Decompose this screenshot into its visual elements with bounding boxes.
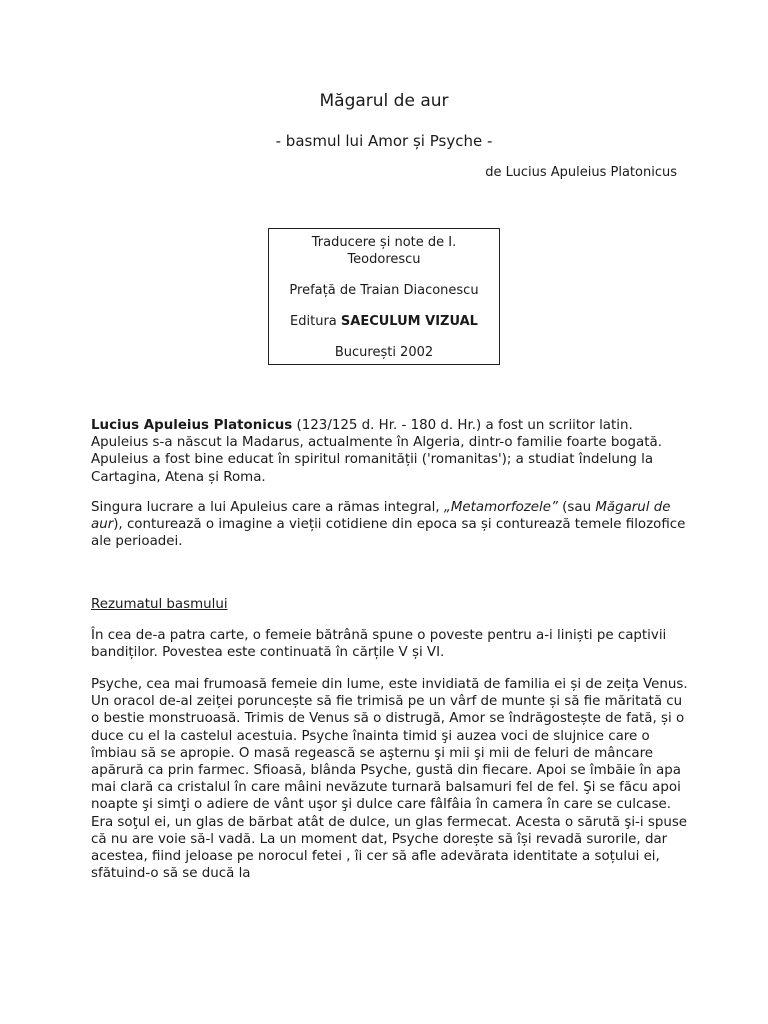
work-desc-text-b: (sau [557,500,596,515]
publication-info-box [268,228,500,365]
place-year: București 2002 [334,345,434,360]
document-author: de Lucius Apuleius Platonicus [485,165,677,180]
translation-credit: Traducere și note de I. Teodorescu [311,235,457,267]
work-desc-text-a: Singura lucrare a lui Apuleius care a rămas integral, [91,500,444,515]
document-subtitle: - basmul lui Amor și Psyche - [275,132,493,150]
work-desc-text-c: ), conturează o imagine a vieții cotidiene din epoca sa și conturează temele filozofice ale perioadei. [91,517,686,550]
summary-paragraph-1: În cea de-a patra carte, o femeie bătrână spune o poveste pentru a-i liniști pe captivii bandiților. Povestea este continuată în cărțile V și VI. [91,628,667,661]
work-alt-title: Măgarul de aur [91,500,671,533]
publisher-name: SAECULUM VIZUAL [340,314,478,329]
work-description-paragraph [91,499,691,551]
author-bio-paragraph [91,417,691,486]
preface-credit: Prefață de Traian Diaconescu [289,283,479,298]
summary-heading: Rezumatul basmului [91,597,228,612]
publisher-prefix: Editura [290,314,341,329]
work-title: „Metamorfozele” [443,500,558,515]
document-title: Măgarul de aur [319,91,449,111]
author-name: Lucius Apuleius Platonicus [91,418,293,433]
author-bio-text: (123/125 d. Hr. - 180 d. Hr.) a fost un scriitor latin. Apuleius s-a născut la Madarus, actualmente în Algeria, dintr-o familie foarte bogată. Apuleius a fost bine educat în spiritul romanității ('romanitas'); a studiat îndelung la Cartagina, Atena și Roma. [91,418,662,485]
publisher-line [277,313,491,330]
summary-paragraph-2: Psyche, cea mai frumoasă femeie din lume, este invidiată de familia ei și de zeița Venus. Un oracol de-al zeiței poruncește să fie trimisă pe un vârf de munte și să fie măritată cu o bestie monstruoasă. Trimis de Venus să o distrugă, Amor se îndrăgostește de fată, și o duce cu el la castelul acestuia. Psyche înainta timid şi auzea voci de slujnice care o îmbiau să se apropie. O masă regească se aşternu şi mii şi mii de feluri de mâncare apărură ca prin farmec. Sfioasă, blânda Psyche, gustă din fiecare. Apoi se îmbăie în apa mai clară ca cristalul în care mâini nevăzute turnară balsamuri fel de fel. Şi se făcu apoi noapte şi simţi o adiere de vânt uşor şi dulce care fâlfâia în camera în care se culcase. Era soţul ei, un glas de bărbat atât de dulce, un glas fermecat. Acesta o sărută şi-i spuse că nu are voie să-l vadă. La un moment dat, Psyche dorește să își revadă surorile, dar acestea, fiind jeloase pe norocul fetei , îi cer să afle adevărata identitate a soțului ei, sfătuind-o să se ducă la [91,677,688,882]
